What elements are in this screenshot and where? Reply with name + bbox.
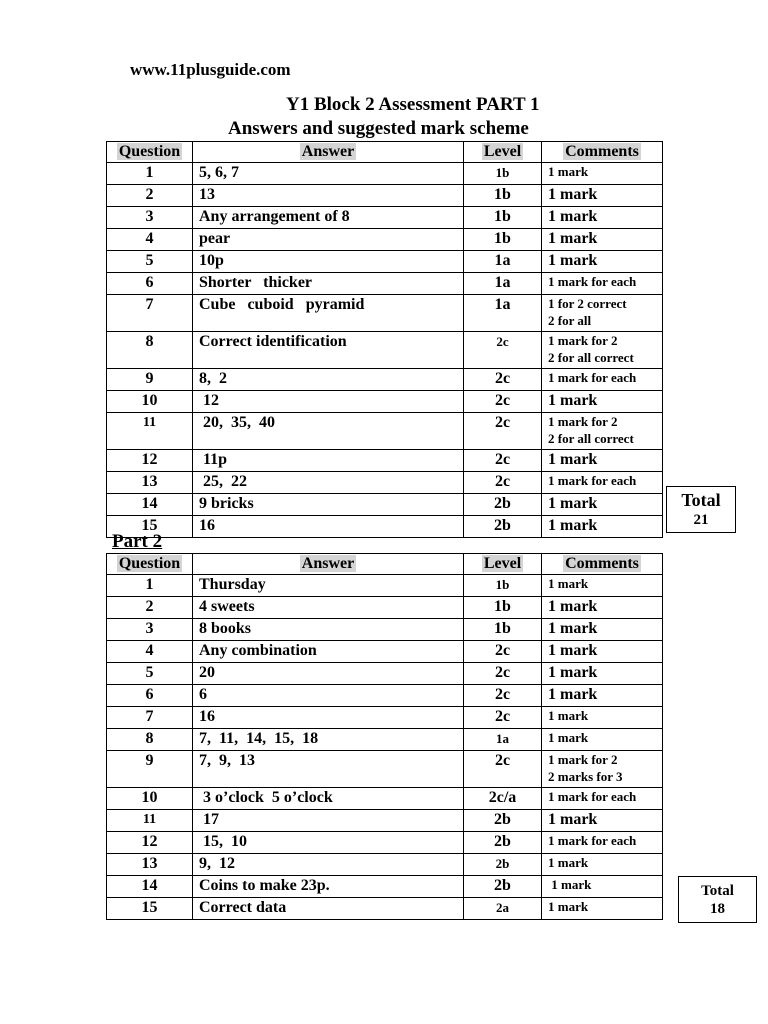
answer-cell: 13 [193, 185, 464, 207]
question-number: 12 [107, 450, 193, 472]
level-cell: 1b [464, 575, 542, 597]
comment-line: 1 mark [548, 708, 589, 723]
comment-line: 1 mark [548, 208, 598, 225]
comment-line: 1 mark [548, 451, 598, 468]
comment-line: 1 mark [548, 664, 598, 681]
comment-line: 1 mark for each [548, 274, 637, 289]
comment-line: 1 mark for each [548, 833, 637, 848]
level-cell: 2b [464, 832, 542, 854]
answer-cell: pear [193, 229, 464, 251]
comment-line: 1 mark [548, 620, 598, 637]
table-row [107, 788, 663, 810]
part2-total-box [678, 876, 757, 923]
table-row [107, 898, 663, 920]
comments-cell [542, 273, 663, 295]
table-row [107, 854, 663, 876]
level-cell: 2b [464, 810, 542, 832]
question-number: 3 [107, 207, 193, 229]
header-answer: Answer [193, 554, 464, 575]
table-row [107, 597, 663, 619]
level-cell: 2b [464, 494, 542, 516]
answer-cell: 5, 6, 7 [193, 163, 464, 185]
question-number: 8 [107, 729, 193, 751]
part2-table [106, 553, 663, 920]
comments-cell [542, 788, 663, 810]
level-cell: 2c [464, 751, 542, 788]
header-question: Question [107, 554, 193, 575]
answer-cell: Correct data [193, 898, 464, 920]
table-row [107, 391, 663, 413]
level-cell: 1b [464, 163, 542, 185]
table-row [107, 229, 663, 251]
table-row [107, 810, 663, 832]
page-title: Y1 Block 2 Assessment PART 1 [286, 94, 540, 115]
comment-line: 1 mark [548, 517, 598, 534]
level-cell: 1b [464, 229, 542, 251]
table-row [107, 494, 663, 516]
comments-cell [542, 832, 663, 854]
comments-cell [542, 251, 663, 273]
comments-cell [542, 663, 663, 685]
question-number: 5 [107, 251, 193, 273]
question-number: 10 [107, 788, 193, 810]
level-cell: 1b [464, 207, 542, 229]
level-cell: 2b [464, 516, 542, 538]
answer-cell: 6 [193, 685, 464, 707]
answer-cell: 7, 11, 14, 15, 18 [193, 729, 464, 751]
table-row [107, 332, 663, 369]
part1-total-box [666, 486, 736, 533]
table-row [107, 619, 663, 641]
question-number: 7 [107, 707, 193, 729]
question-number: 1 [107, 575, 193, 597]
comments-cell [542, 185, 663, 207]
level-cell: 2c [464, 413, 542, 450]
level-cell: 2c/a [464, 788, 542, 810]
part1-table [106, 141, 663, 538]
part1-total-value: 21 [693, 512, 709, 528]
answer-cell: 16 [193, 516, 464, 538]
comment-line: 1 mark [548, 576, 589, 591]
question-number: 5 [107, 663, 193, 685]
comments-cell [542, 369, 663, 391]
comment-line: 1 mark for 2 [548, 333, 618, 348]
table-row [107, 472, 663, 494]
answer-cell: 12 [193, 391, 464, 413]
table-row [107, 876, 663, 898]
level-cell: 2c [464, 641, 542, 663]
answer-cell: Shorter thicker [193, 273, 464, 295]
comments-cell [542, 854, 663, 876]
page-subtitle: Answers and suggested mark scheme [228, 118, 529, 139]
answer-cell: Any combination [193, 641, 464, 663]
table-row [107, 450, 663, 472]
comment-line: 2 for all [548, 313, 592, 328]
part1-total-label: Total [681, 490, 721, 510]
comment-line: 1 mark [548, 642, 598, 659]
part1-rows [107, 163, 663, 538]
comments-cell [542, 295, 663, 332]
answer-cell: Any arrangement of 8 [193, 207, 464, 229]
level-cell: 1b [464, 185, 542, 207]
comments-cell [542, 494, 663, 516]
comments-cell [542, 413, 663, 450]
question-number: 2 [107, 185, 193, 207]
comment-line: 1 mark for each [548, 789, 637, 804]
comments-cell [542, 229, 663, 251]
comment-line: 1 mark [548, 230, 598, 247]
comments-cell [542, 575, 663, 597]
answer-cell: 4 sweets [193, 597, 464, 619]
level-cell: 2c [464, 663, 542, 685]
level-cell: 2c [464, 369, 542, 391]
comment-line: 1 mark [548, 392, 598, 409]
answer-cell: 11p [193, 450, 464, 472]
table-row [107, 273, 663, 295]
table-row [107, 413, 663, 450]
comment-line: 1 mark [548, 899, 589, 914]
comments-cell [542, 729, 663, 751]
site-url: www.11plusguide.com [130, 60, 291, 79]
question-number: 14 [107, 876, 193, 898]
comment-line: 1 mark [548, 186, 598, 203]
answer-cell: 20, 35, 40 [193, 413, 464, 450]
part2-total-label: Total [701, 883, 734, 899]
comment-line: 1 mark for 2 [548, 414, 618, 429]
comment-line: 1 mark [548, 686, 598, 703]
comments-cell [542, 163, 663, 185]
header-comments: Comments [542, 554, 663, 575]
question-number: 14 [107, 494, 193, 516]
comment-line: 2 for all correct [548, 350, 634, 365]
comment-line: 1 mark for each [548, 473, 637, 488]
level-cell: 2c [464, 332, 542, 369]
answer-cell: 17 [193, 810, 464, 832]
table-row [107, 685, 663, 707]
header-question: Question [107, 142, 193, 163]
answer-cell: Cube cuboid pyramid [193, 295, 464, 332]
question-number: 10 [107, 391, 193, 413]
question-number: 3 [107, 619, 193, 641]
level-cell: 1a [464, 251, 542, 273]
answer-cell: 16 [193, 707, 464, 729]
comments-cell [542, 516, 663, 538]
table-row [107, 707, 663, 729]
answer-cell: 25, 22 [193, 472, 464, 494]
answer-cell: 20 [193, 663, 464, 685]
comments-cell [542, 810, 663, 832]
comments-cell [542, 876, 663, 898]
comment-line: 2 for all correct [548, 431, 634, 446]
table-row [107, 185, 663, 207]
table-row [107, 369, 663, 391]
level-cell: 2b [464, 854, 542, 876]
question-number: 2 [107, 597, 193, 619]
question-number: 11 [107, 810, 193, 832]
question-number: 13 [107, 472, 193, 494]
level-cell: 2a [464, 898, 542, 920]
comment-line: 1 mark [548, 252, 598, 269]
question-number: 1 [107, 163, 193, 185]
question-number: 4 [107, 641, 193, 663]
question-number: 15 [107, 898, 193, 920]
part2-total-value: 18 [710, 901, 725, 917]
comments-cell [542, 898, 663, 920]
comments-cell [542, 332, 663, 369]
comment-line: 1 mark [548, 811, 598, 828]
question-number: 9 [107, 751, 193, 788]
comments-cell [542, 207, 663, 229]
level-cell: 1a [464, 273, 542, 295]
part2-header-row [107, 554, 663, 575]
question-number: 6 [107, 273, 193, 295]
comments-cell [542, 472, 663, 494]
comment-line: 1 mark [548, 598, 598, 615]
part2-heading: Part 2 [112, 531, 163, 552]
answer-cell: 8 books [193, 619, 464, 641]
header-level: Level [464, 554, 542, 575]
level-cell: 1b [464, 597, 542, 619]
part2-rows [107, 575, 663, 920]
header-level: Level [464, 142, 542, 163]
comment-line: 1 mark [548, 164, 589, 179]
comment-line: 2 marks for 3 [548, 769, 623, 784]
question-number: 9 [107, 369, 193, 391]
answer-cell: 9 bricks [193, 494, 464, 516]
answer-cell: 15, 10 [193, 832, 464, 854]
comment-line: 1 mark [548, 855, 589, 870]
level-cell: 2c [464, 472, 542, 494]
comment-line: 1 mark [548, 877, 592, 892]
question-number: 6 [107, 685, 193, 707]
level-cell: 1b [464, 619, 542, 641]
comment-line: 1 mark [548, 730, 589, 745]
answer-cell: 3 o’clock 5 o’clock [193, 788, 464, 810]
answer-cell: Thursday [193, 575, 464, 597]
comments-cell [542, 597, 663, 619]
comment-line: 1 for 2 correct [548, 296, 627, 311]
question-number: 4 [107, 229, 193, 251]
comments-cell [542, 707, 663, 729]
answer-cell: 7, 9, 13 [193, 751, 464, 788]
table-row [107, 832, 663, 854]
table-row [107, 251, 663, 273]
comments-cell [542, 685, 663, 707]
comments-cell [542, 751, 663, 788]
question-number: 11 [107, 413, 193, 450]
answer-cell: 10p [193, 251, 464, 273]
question-number: 13 [107, 854, 193, 876]
level-cell: 2c [464, 707, 542, 729]
answer-cell: 8, 2 [193, 369, 464, 391]
comment-line: 1 mark for 2 [548, 752, 618, 767]
level-cell: 1a [464, 295, 542, 332]
comment-line: 1 mark [548, 495, 598, 512]
table-row [107, 641, 663, 663]
table-row [107, 295, 663, 332]
comment-line: 1 mark for each [548, 370, 637, 385]
level-cell: 2b [464, 876, 542, 898]
question-number: 15 [107, 516, 193, 538]
question-number: 12 [107, 832, 193, 854]
header-comments: Comments [542, 142, 663, 163]
table-row [107, 207, 663, 229]
level-cell: 2c [464, 391, 542, 413]
comments-cell [542, 619, 663, 641]
answer-cell: Correct identification [193, 332, 464, 369]
part1-header-row [107, 142, 663, 163]
comments-cell [542, 450, 663, 472]
table-row [107, 163, 663, 185]
header-answer: Answer [193, 142, 464, 163]
table-row [107, 729, 663, 751]
table-row [107, 575, 663, 597]
answer-cell: 9, 12 [193, 854, 464, 876]
question-number: 7 [107, 295, 193, 332]
level-cell: 2c [464, 685, 542, 707]
answer-cell: Coins to make 23p. [193, 876, 464, 898]
level-cell: 1a [464, 729, 542, 751]
question-number: 8 [107, 332, 193, 369]
table-row [107, 751, 663, 788]
comments-cell [542, 641, 663, 663]
level-cell: 2c [464, 450, 542, 472]
comments-cell [542, 391, 663, 413]
table-row [107, 663, 663, 685]
table-row [107, 516, 663, 538]
